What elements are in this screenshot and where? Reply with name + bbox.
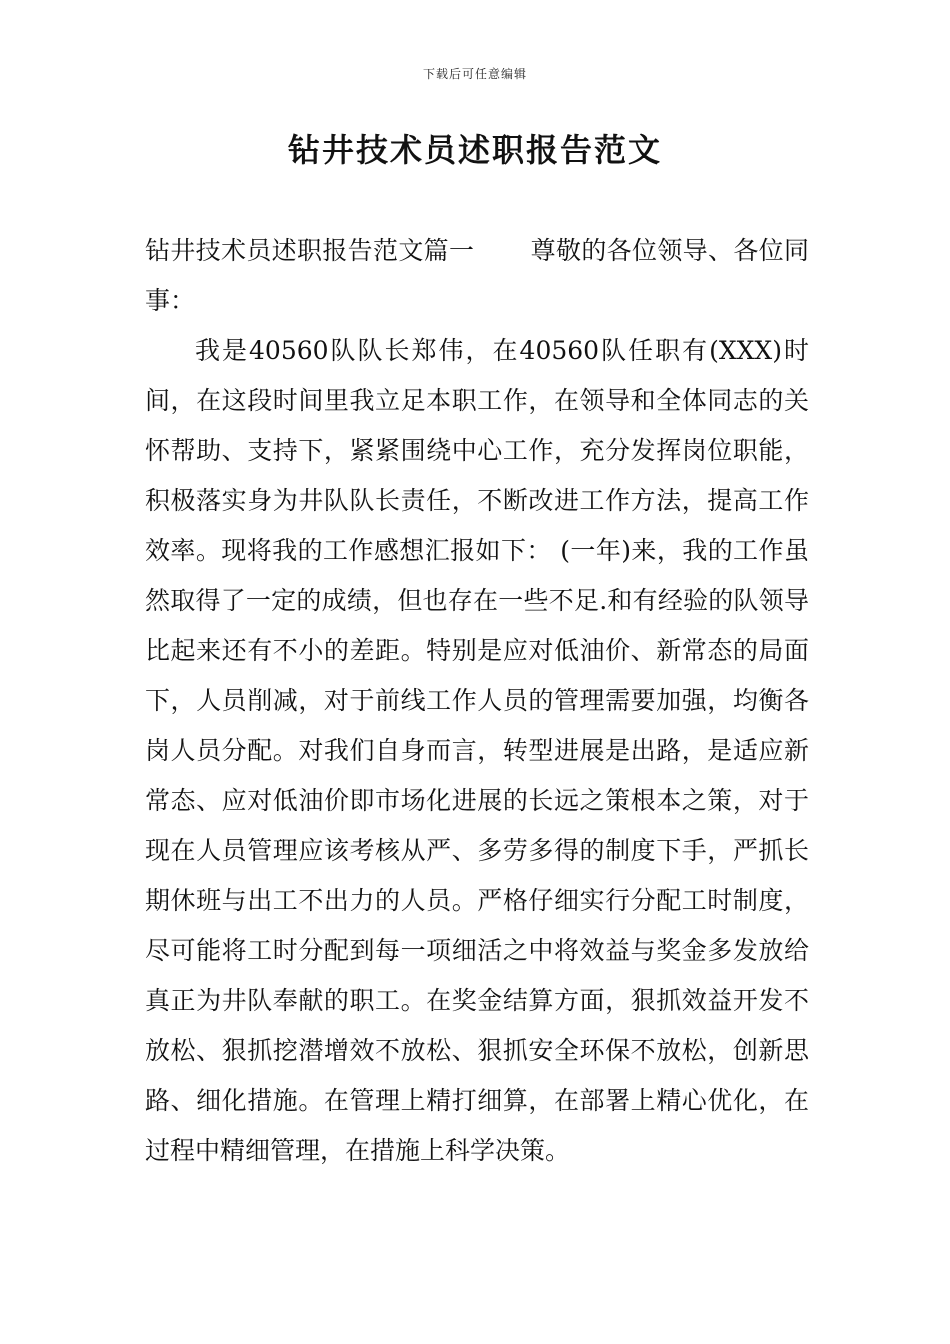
header-note: 下载后可任意编辑	[422, 67, 527, 81]
body-paragraph: 我是40560队队长郑伟，在40560队任职有(XXX)时间，在这段时间里我立足本职工作，在领导和全体同志的关怀帮助、支持下，紧紧围绕中心工作，充分发挥岗位职能，积极落实身为井队队长责任，不断改进工作方法，提高工作效率。现将我的工作感想汇报如下： (一年)来，我的工作虽然取得了一定的成绩，但也存在一些不足.和有经验的队领导比起来还有不小的差距。特别是应对低油价、新常态的局面下，人员削减，对于前线工作人员的管理需要加强，均衡各岗人员分配。对我们自身而言，转型进展是出路，是适应新常态、应对低油价即市场化进展的长远之策根本之策，对于现在人员管理应该考核从严、多劳多得的制度下手，严抓长期休班与出工不出力的人员。严格仔细实行分配工时制度，尽可能将工时分配到每一项细活之中将效益与奖金多发放给真正为井队奉献的职工。在奖金结算方面，狠抓效益开发不放松、狠抓挖潜增效不放松、狠抓安全环保不放松，创新思路、细化措施。在管理上精打细算，在部署上精心优化，在过程中精细管理，在措施上科学决策。	[145, 336, 809, 1165]
document-body	[145, 226, 809, 1176]
salutation: 尊敬的各位领导、各位同事：	[145, 236, 809, 315]
section-heading: 钻井技术员述职报告范文篇一	[145, 236, 475, 265]
document-title: 钻井技术员述职报告范文	[287, 131, 662, 169]
intro-line	[145, 226, 809, 326]
